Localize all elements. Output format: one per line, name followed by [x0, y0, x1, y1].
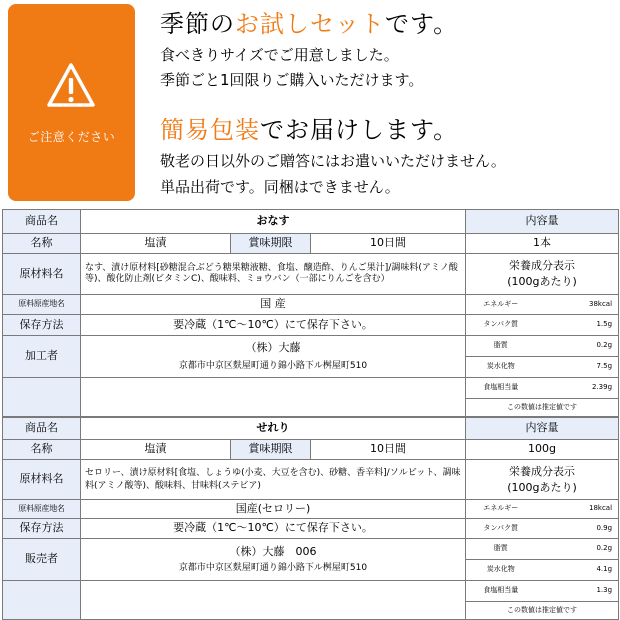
nutrition-label-fat: 脂質	[466, 336, 536, 357]
headline-trial-set	[160, 4, 458, 39]
nutrition-label-protein: タンパク質	[466, 315, 536, 336]
headline-post: です。	[385, 10, 459, 38]
nutrition-label-fat: 脂質	[466, 539, 536, 560]
product-name-header: 商品名	[3, 210, 81, 234]
expiry-value: 10日間	[311, 234, 466, 254]
nutrition-unit: (100gあたり)	[507, 275, 577, 288]
nutrition-title	[466, 460, 619, 500]
name-value: 塩漬	[81, 440, 231, 460]
nutrition-value-protein: 1.5g	[536, 315, 619, 336]
caution-label: ご注意ください	[27, 130, 116, 144]
nutrition-label-energy: エネルギー	[466, 295, 536, 315]
nutrition-note: この数値は推定値です	[466, 602, 619, 620]
nutrition-label-carbs: 炭水化物	[466, 357, 536, 378]
headline-highlight: お試しセット	[235, 10, 385, 38]
seller-header: 販売者	[3, 539, 81, 581]
nutrition-value-energy: 18kcal	[536, 500, 619, 519]
nutrition-title-text: 栄養成分表示	[509, 259, 576, 273]
nutrition-value-protein: 0.9g	[536, 519, 619, 539]
nutrition-value-energy: 38kcal	[536, 295, 619, 315]
storage-value: 要冷蔵（1℃～10℃）にて保存下さい。	[81, 315, 466, 336]
storage-header: 保存方法	[3, 519, 81, 539]
storage-header: 保存方法	[3, 315, 81, 336]
nutrition-value-fat: 0.2g	[536, 336, 619, 357]
seller-name: （株）大藤 006	[229, 544, 317, 558]
nutrition-value-carbs: 7.5g	[536, 357, 619, 378]
content-header: 内容量	[466, 210, 619, 234]
name-value: 塩漬	[81, 234, 231, 254]
packaging-post: でお届けします。	[260, 116, 459, 144]
content-header: 内容量	[466, 418, 619, 440]
nutrition-unit: (100gあたり)	[507, 480, 577, 494]
empty-cell-main	[81, 378, 466, 417]
maker-info	[81, 336, 466, 378]
headline-packaging	[160, 110, 458, 145]
maker-address: 京都市中京区麩屋町通り錦小路下ル桝屋町510	[178, 360, 368, 371]
nutrition-value-carbs: 4.1g	[536, 560, 619, 581]
warning-triangle-icon	[46, 61, 96, 117]
storage-value: 要冷蔵（1℃～10℃）にて保存下さい。	[81, 519, 466, 539]
nutrition-label-energy: エネルギー	[466, 500, 536, 519]
product-name: せれり	[81, 418, 466, 440]
maker-name: （株）大藤	[245, 340, 301, 354]
origin-header: 原料原産地名	[3, 295, 81, 315]
nutrition-note: この数値は推定値です	[466, 399, 619, 417]
seller-address: 京都市中京区麩屋町通り錦小路下ル桝屋町510	[178, 562, 368, 573]
empty-cell-left	[3, 581, 81, 620]
expiry-value: 10日間	[311, 440, 466, 460]
seller-info	[81, 539, 466, 581]
product-label-table-sereri	[2, 417, 619, 620]
nutrition-label-salt: 食塩相当量	[466, 378, 536, 399]
nutrition-title-text: 栄養成分表示	[509, 464, 576, 478]
maker-header: 加工者	[3, 336, 81, 378]
nutrition-label-protein: タンパク質	[466, 519, 536, 539]
content-value: 1本	[466, 234, 619, 254]
packaging-highlight: 簡易包装	[160, 116, 260, 144]
empty-cell-left	[3, 378, 81, 417]
product-name: おなす	[81, 210, 466, 234]
ingredients-value: セロリー、漬け原材料[食塩、しょうゆ(小麦、大豆を含む)、砂糖、香辛料]/ソルビット、調味料(アミノ酸等)、酸味料、甘味料(ステビア)	[81, 460, 466, 500]
nutrition-value-salt: 2.39g	[536, 378, 619, 399]
nutrition-label-carbs: 炭水化物	[466, 560, 536, 581]
headline-pre: 季節の	[160, 10, 235, 38]
nutrition-label-salt: 食塩相当量	[466, 581, 536, 602]
expiry-header: 賞味期限	[231, 440, 311, 460]
ingredients-header: 原材料名	[3, 254, 81, 295]
empty-cell-main	[81, 581, 466, 620]
subtext-once: 季節ごと1回限りご購入いただけます。	[160, 71, 424, 89]
content-value: 100g	[466, 440, 619, 460]
ingredients-value: なす、漬け原材料[砂糖混合ぶどう糖果糖液糖、食塩、醸造酢、りんご果汁]/調味料(アミノ酸等)、酸化防止剤(ビタミンC)、酸味料、ミョウバン（一部にりんごを含む）	[81, 254, 466, 295]
ingredients-header: 原材料名	[3, 460, 81, 500]
product-name-header: 商品名	[3, 418, 81, 440]
nutrition-value-fat: 0.2g	[536, 539, 619, 560]
nutrition-value-salt: 1.3g	[536, 581, 619, 602]
subtext-gift: 敬老の日以外のご贈答にはお遣いいただけません。	[160, 152, 506, 170]
origin-header: 原料原産地名	[3, 500, 81, 519]
origin-value: 国産(セロリー)	[81, 500, 466, 519]
subtext-shipping: 単品出荷です。同梱はできません。	[160, 178, 400, 196]
product-label-table-onasu	[2, 209, 619, 417]
nutrition-title	[466, 254, 619, 295]
origin-value: 国 産	[81, 295, 466, 315]
name-header: 名称	[3, 234, 81, 254]
subtext-size: 食べきりサイズでご用意しました。	[160, 46, 399, 64]
caution-box	[8, 4, 135, 201]
expiry-header: 賞味期限	[231, 234, 311, 254]
name-header: 名称	[3, 440, 81, 460]
